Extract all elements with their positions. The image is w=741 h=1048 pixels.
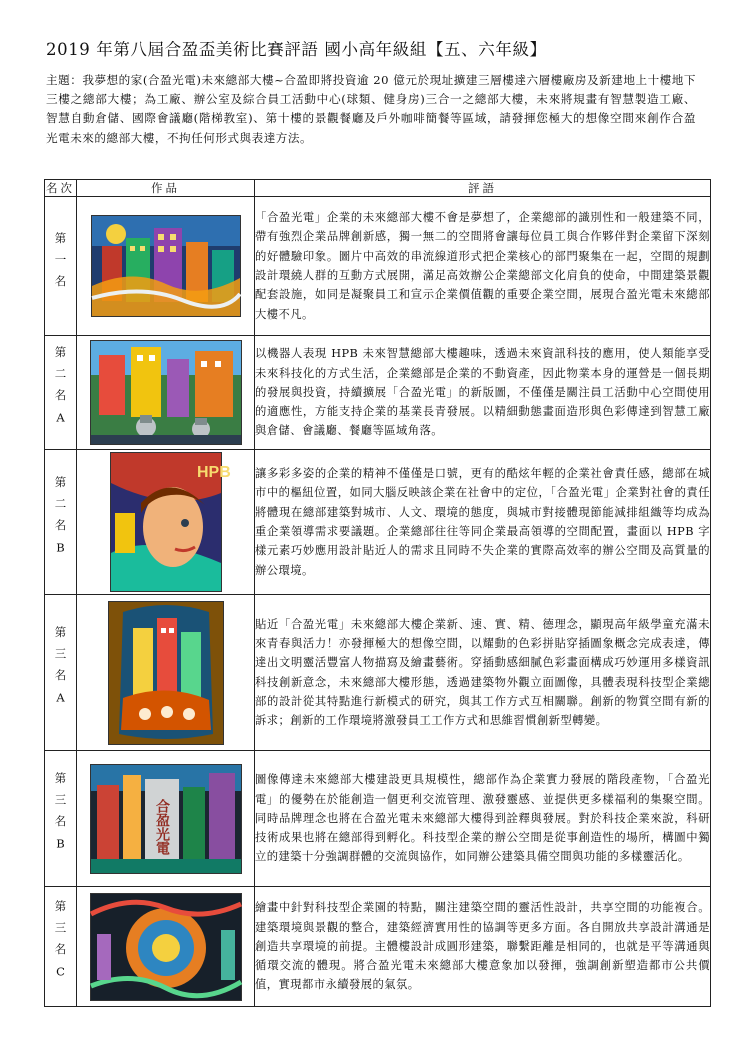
rank-label: 第二名B xyxy=(53,475,68,565)
table-row xyxy=(45,336,711,450)
artwork-image-3a xyxy=(108,601,224,745)
table-row xyxy=(45,887,711,1007)
artwork-cell xyxy=(77,751,255,887)
page-title: 2019 年第八屆合盈盃美術比賽評語 國小高年級組【五、六年級】 xyxy=(46,40,547,59)
rank-label: 第三名C xyxy=(53,900,68,989)
rank-label: 第三名A xyxy=(53,626,68,715)
artwork-image-2a xyxy=(90,340,242,445)
table-row xyxy=(45,197,711,336)
rank-cell xyxy=(45,197,77,336)
rank-cell xyxy=(45,336,77,450)
artwork-image-3c xyxy=(90,893,242,1001)
artwork-cell xyxy=(77,595,255,751)
artwork-hpb-text: HPB xyxy=(196,464,231,481)
comment-cell: 圖像傳達未來總部大樓建設更具規模性，總部作為企業實力發展的階段產物，「合盈光電」的優勢在於能創造一個更利交流管理、激發靈感、並提供更多樣福利的集聚空間。同時品牌理念也將在合盈光電未來總部大樓得到詮釋與發展。對於科技企業來說，科研技術成果也將在總部得到孵化。科技型企業的辦公空間是從事創造性的場所，構圖中獨立的建築十分強調群體的交流與協作，如同辦公建築具備空間與功能的多樣靈活化。 xyxy=(255,751,711,887)
comment-cell: 「合盈光電」企業的未來總部大樓不會是夢想了，企業總部的識別性和一般建築不同，帶有強烈企業品牌創新感，獨一無二的空間將會讓每位員工與合作夥伴對企業留下深刻的好體驗印象。圖片中高效的串流線道形式把企業核心的部門聚集在一起，空間的規劃設計環繞人群的互動方式展開，滿足高效辦公企業總部文化肩負的使命，中間建築景觀配套設施，如同是凝聚員工和宣示企業價值觀的重要企業空間，展現合盈光電未來總部大樓不凡。 xyxy=(255,197,711,336)
table-header-row xyxy=(45,180,711,197)
header-rank: 名次 xyxy=(46,181,75,195)
rank-label: 第二名A xyxy=(53,346,68,435)
comment-cell: 讓多彩多姿的企業的精神不僅僅是口號，更有的酷炫年輕的企業社會責任感，總部在城市中的樞紐位置，如同大腦反映該企業在社會中的定位，「合盈光電」企業對社會的責任將體現在總部建築對城市、人文、環境的態度，與城市對接體現節能減排組織等均成為重企業領導需求要議題。企業總部往往等同企業最高領導的空間配置，畫面以 HPB 字樣元素巧妙應用設計貼近人的需求且同時不失企業的實際高效率的辦公空間及高質量的辦公環境。 xyxy=(255,450,711,595)
rank-label: 第三名B xyxy=(53,772,68,861)
artwork-image-1 xyxy=(91,215,241,317)
artwork-image-3b xyxy=(90,764,242,874)
rank-cell xyxy=(45,595,77,751)
table-row xyxy=(45,751,711,887)
artwork-cell xyxy=(77,197,255,336)
table-row xyxy=(45,595,711,751)
rank-label: 第一名 xyxy=(53,231,68,297)
theme-text: 主題：我夢想的家(合盈光電)未來總部大樓~合盈即將投資逾 20 億元於現址擴建三層樓達六層樓廠房及新建地上十樓地下三樓之總部大樓；為工廠、辦公室及綜合員工活動中心(球類、健身房)三合一之總部大樓，未來將規畫有智慧製造工廠、智慧自動倉儲、國際會議廳(階梯教室)、第十樓的景觀餐廳及戶外咖啡簡餐等區域，請發揮您極大的想像空間來創作合盈光電未來的總部大樓，不拘任何形式與表達方法。 xyxy=(46,73,696,145)
rank-cell xyxy=(45,751,77,887)
rank-cell xyxy=(45,450,77,595)
rank-cell xyxy=(45,887,77,1007)
artwork-image-2b xyxy=(110,452,231,592)
table-row xyxy=(45,450,711,595)
comment-cell: 貼近「合盈光電」未來總部大樓企業新、速、實、精、德理念，顯現高年級學童充滿未來青春與活力！亦發揮極大的想像空間，以耀動的色彩拼貼穿插圖象概念完成表達，傳達出文明靈活豐富人物描寫及繪畫藝術。穿插動感細膩色彩畫面構成巧妙運用多樣資訊科技創新意念，未來總部大樓形態，透過建築物外觀立面圖像，具體表現科技型企業總部的設計從其特點進行新模式的研究，與其工作方式互相關聯。創新的物質空間有新的訴求；創新的工作環境將激發員工工作方式和思維習慣創新型轉變。 xyxy=(255,595,711,751)
comment-cell: 以機器人表現 HPB 未來智慧總部大樓趣味，透過未來資訊科技的應用，使人類能享受未來科技化的方式生活，企業總部是企業的不動資產，因此物業本身的運營是一個長期的發展與投資，持續擴展「合盈光電」的新版圖，不僅僅是關注員工活動中心空間使用的適應性，方能支持企業的基業長青發展。以精細動態畫面造形與色彩傳達到智慧工廠與倉儲、會議廳、餐廳等區域角落。 xyxy=(255,336,711,450)
artwork-cell xyxy=(77,450,255,595)
results-table xyxy=(44,179,711,1007)
artwork-sign-text: 合盈光電 xyxy=(153,798,170,855)
artwork-cell xyxy=(77,887,255,1007)
comment-cell: 繪畫中針對科技型企業園的特點，關注建築空間的靈活性設計，共享空間的功能複合。建築環境與景觀的整合，建築經濟實用性的協調等更多方面。各自開放共享設計溝通是創造共享環境的前提。主體樓設計成圓形建築，聯繫距離是相同的，也就是平等溝通與循環交流的體現。將合盈光電未來總部大樓意象加以發揮，強調創新塑造都市公共價值，實現都市永續發展的氣氛。 xyxy=(255,887,711,1007)
artwork-cell xyxy=(77,336,255,450)
header-comment: 評語 xyxy=(255,180,711,197)
header-artwork: 作品 xyxy=(77,180,255,197)
